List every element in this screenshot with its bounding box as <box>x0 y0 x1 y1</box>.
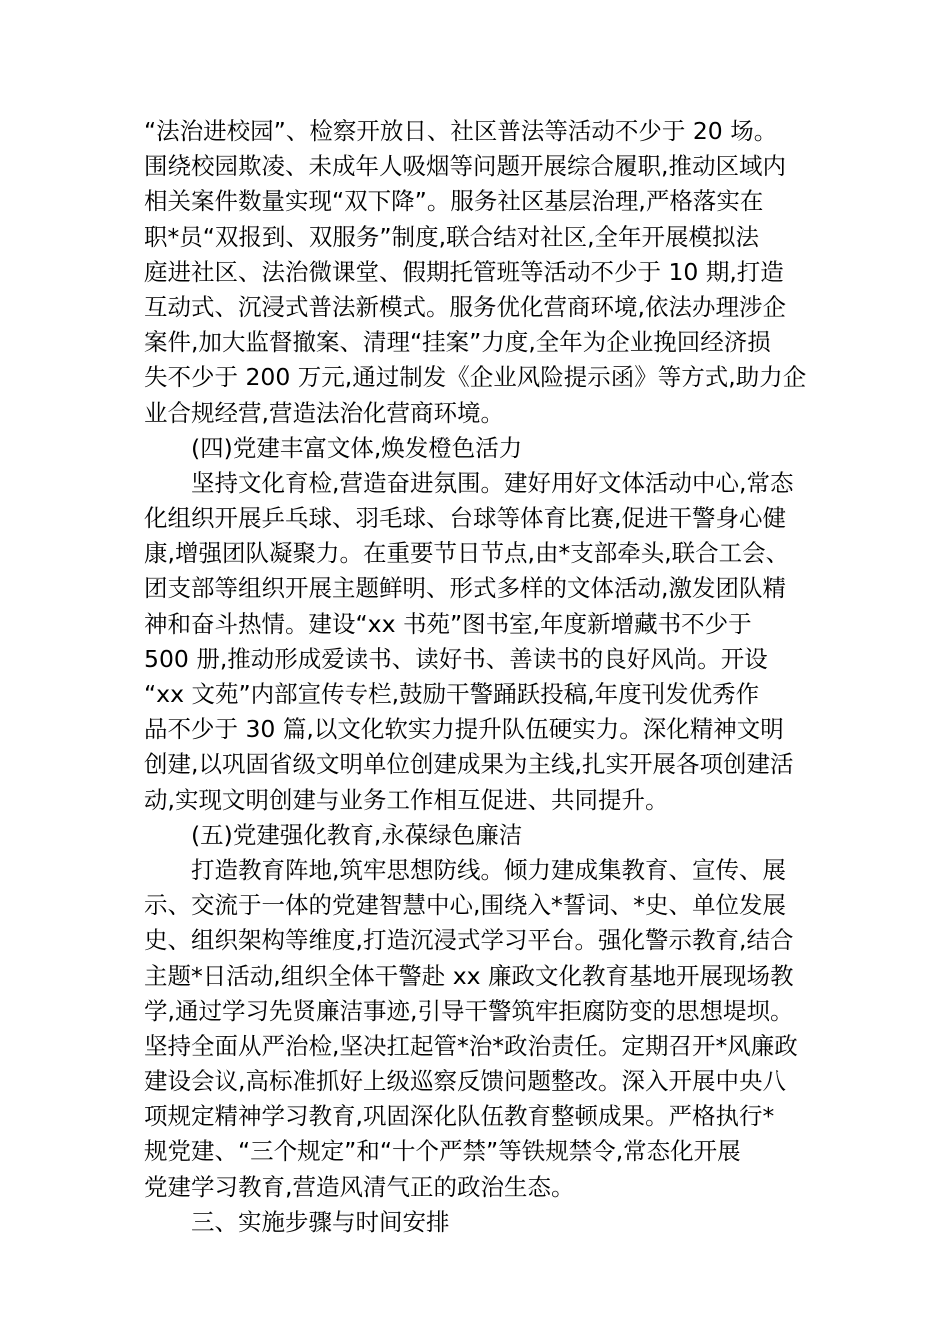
text-line: 案件,加大监督撤案、清理“挂案”力度,全年为企业挽回经济损 <box>144 328 771 357</box>
text-line: 学,通过学习先贤廉洁事迹,引导干警筑牢拒腐防变的思想堤坝。 <box>144 996 794 1025</box>
text-line: “法治进校园”、检察开放日、社区普法等活动不少于 20 场。 <box>144 117 778 145</box>
text-line: 建设会议,高标准抓好上级巡察反馈问题整改。深入开展中央八 <box>144 1067 786 1096</box>
text-line: 党建学习教育,营造风清气正的政治生态。 <box>144 1172 575 1201</box>
text-line: 团支部等组织开展主题鲜明、形式多样的文体活动,激发团队精 <box>144 574 786 603</box>
text-line: 坚持全面从严治检,坚决扛起管*治*政治责任。定期召开*风廉政 <box>144 1031 798 1060</box>
paragraph-start-line: (四)党建丰富文体,焕发橙色活力 <box>191 433 523 462</box>
text-line: 500 册,推动形成爱读书、读好书、善读书的良好风尚。开设 <box>144 644 768 673</box>
paragraph-start-line: 坚持文化育检,营造奋进氛围。建好用好文体活动中心,常态 <box>191 468 794 497</box>
text-line: 互动式、沉浸式普法新模式。服务优化营商环境,依法办理涉企 <box>144 292 786 321</box>
text-line: 项规定精神学习教育,巩固深化队伍教育整顿成果。严格执行* <box>144 1102 775 1131</box>
text-line: 史、组织架构等维度,打造沉浸式学习平台。强化警示教育,结合 <box>144 926 794 955</box>
text-line: 业合规经营,营造法治化营商环境。 <box>144 398 504 427</box>
text-line: 品不少于 30 篇,以文化软实力提升队伍硬实力。深化精神文明 <box>144 715 784 744</box>
text-line: 围绕校园欺凌、未成年人吸烟等问题开展综合履职,推动区域内 <box>144 152 786 181</box>
text-line: 动,实现文明创建与业务工作相互促进、共同提升。 <box>144 785 669 814</box>
text-line: 化组织开展乒乓球、羽毛球、台球等体育比赛,促进干警身心健 <box>144 504 786 533</box>
text-line: 职*员“双报到、双服务”制度,联合结对社区,全年开展模拟法 <box>144 222 760 251</box>
text-line: 创建,以巩固省级文明单位创建成果为主线,扎实开展各项创建活 <box>144 750 794 779</box>
text-line: 康,增强团队凝聚力。在重要节日节点,由*支部牵头,联合工会、 <box>144 539 790 568</box>
document-body <box>144 114 808 1240</box>
paragraph-start-line: 三、实施步骤与时间安排 <box>191 1207 450 1236</box>
text-line: 主题*日活动,组织全体干警赴 xx 廉政文化教育基地开展现场教 <box>144 961 794 990</box>
text-line: 庭进社区、法治微课堂、假期托管班等活动不少于 10 期,打造 <box>144 257 784 286</box>
text-line: 规党建、“三个规定”和“十个严禁”等铁规禁令,常态化开展 <box>144 1137 741 1166</box>
text-line: 神和奋斗热情。建设“xx 书苑”图书室,年度新增藏书不少于 <box>144 609 752 638</box>
text-line: 相关案件数量实现“双下降”。服务社区基层治理,严格落实在 <box>144 187 764 216</box>
text-line: 示、交流于一体的党建智慧中心,围绕入*誓词、*史、单位发展 <box>144 891 786 920</box>
paragraph-start-line: (五)党建强化教育,永葆绿色廉洁 <box>191 820 523 849</box>
text-line: “xx 文苑”内部宣传专栏,鼓励干警踊跃投稿,年度刊发优秀作 <box>144 680 760 708</box>
text-line: 失不少于 200 万元,通过制发《企业风险提示函》等方式,助力企 <box>144 363 807 392</box>
paragraph-start-line: 打造教育阵地,筑牢思想防线。倾力建成集教育、宣传、展 <box>191 855 786 884</box>
